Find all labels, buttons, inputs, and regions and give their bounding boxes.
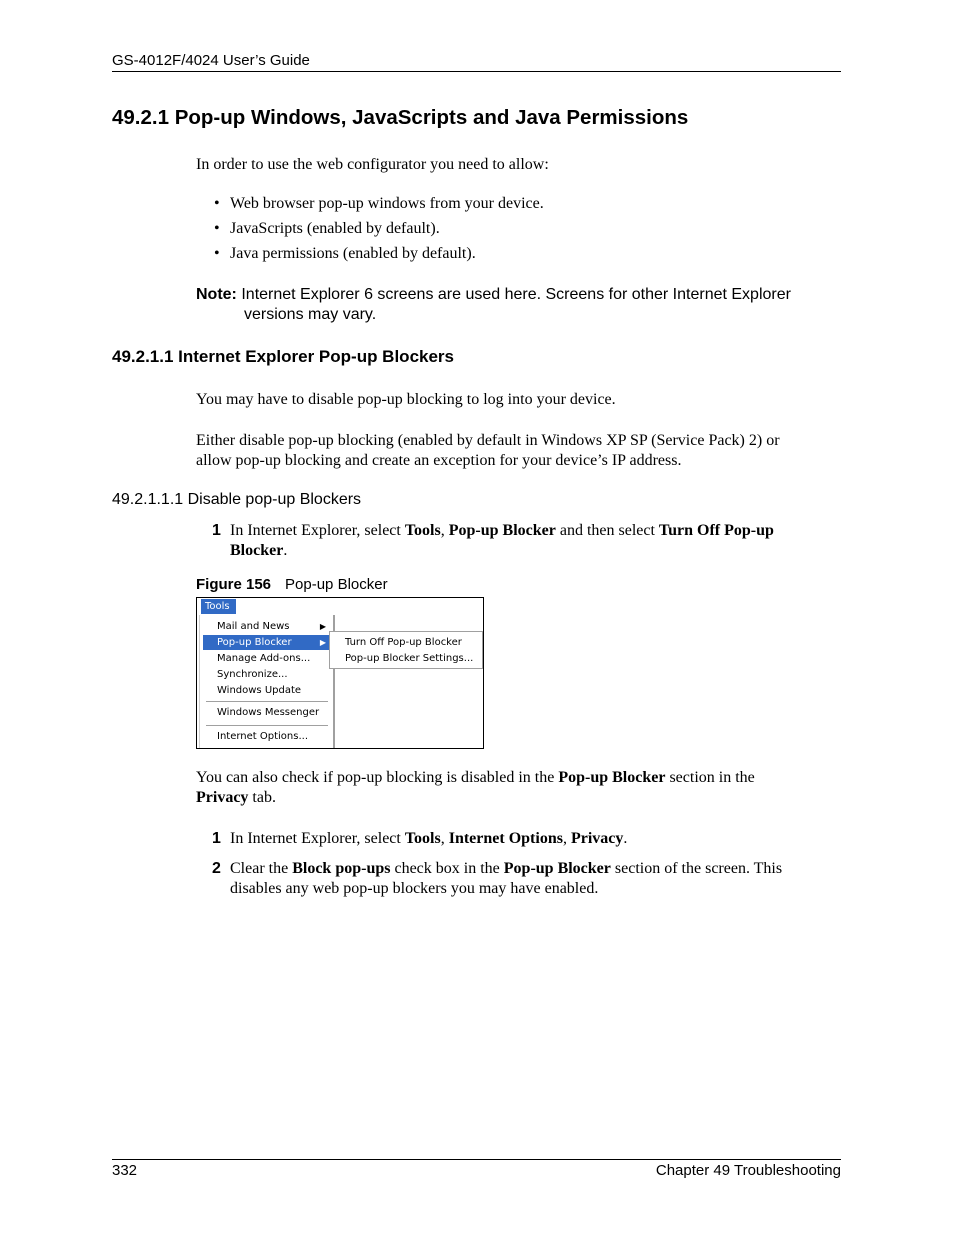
figure-caption: Figure 156 Pop-up Blocker: [196, 576, 388, 593]
running-header: GS-4012F/4024 User’s Guide: [112, 52, 310, 69]
menu-item-windows-messenger[interactable]: Windows Messenger: [217, 707, 320, 718]
menu-item-synchronize[interactable]: Synchronize...: [217, 669, 288, 680]
note-block: [196, 285, 841, 325]
tools-menu-button[interactable]: Tools: [201, 599, 236, 614]
subsection-heading: 49.2.1.1 Internet Explorer Pop-up Blockers: [112, 347, 455, 366]
intro-paragraph: In order to use the web configurator you need to allow:: [196, 156, 549, 173]
section-heading: 49.2.1 Pop-up Windows, JavaScripts and Java Permissions: [112, 106, 689, 129]
popup-blocker-screenshot: [196, 597, 484, 749]
menu-separator: [206, 701, 328, 702]
menu-separator: [206, 725, 328, 726]
menu-bar: [197, 598, 483, 615]
note-text-line2: versions may vary.: [244, 306, 377, 323]
step-number: 1: [212, 830, 221, 847]
note-label: Note:: [196, 286, 237, 303]
subsubsection-heading: 49.2.1.1.1 Disable pop-up Blockers: [112, 491, 362, 508]
privacy-paragraph: You can also check if pop-up blocking is disabled in the Pop-up Blocker section in the Privacy tab.: [196, 769, 755, 806]
bullet-icon: •: [214, 245, 220, 262]
menu-item-windows-update[interactable]: Windows Update: [217, 685, 302, 696]
step-item: 1 In Internet Explorer, select Tools, Internet Options, Privacy.: [212, 830, 628, 847]
subsection-paragraph-2: Either disable pop-up blocking (enabled by default in Windows XP SP (Service Pack) 2) or allow pop-up blocking and create an exception for your device’s IP address.: [196, 432, 780, 469]
subsection-paragraph-1: You may have to disable pop-up blocking to log into your device.: [196, 391, 616, 408]
menu-item-manage-addons[interactable]: Manage Add-ons...: [217, 653, 311, 664]
bullet-item: • Java permissions (enabled by default).: [214, 245, 476, 262]
header-rule: [112, 71, 841, 72]
submenu-item-settings[interactable]: Pop-up Blocker Settings...: [345, 653, 474, 664]
menu-item-mail-and-news[interactable]: Mail and News ▶: [217, 621, 326, 632]
menu-item-popup-blocker[interactable]: Pop-up Blocker ▶: [203, 635, 329, 650]
bullet-icon: •: [214, 195, 220, 212]
footer-rule: [112, 1159, 841, 1160]
bullet-item: • Web browser pop-up windows from your device.: [214, 195, 544, 212]
step-number: 1: [212, 522, 221, 539]
bullet-icon: •: [214, 220, 220, 237]
submenu-arrow-icon: ▶: [319, 622, 326, 631]
bullet-item: • JavaScripts (enabled by default).: [214, 220, 440, 237]
page-number: 332: [112, 1162, 138, 1179]
submenu-arrow-icon: ▶: [319, 638, 326, 647]
chapter-title: Chapter 49 Troubleshooting: [655, 1162, 841, 1179]
note-text-line1: Internet Explorer 6 screens are used here. Screens for other Internet Explorer: [241, 286, 791, 303]
menu-item-internet-options[interactable]: Internet Options...: [217, 731, 309, 742]
tools-dropdown-menu: [199, 615, 335, 748]
popup-blocker-submenu: [329, 631, 483, 669]
submenu-item-turn-off[interactable]: Turn Off Pop-up Blocker: [345, 637, 462, 648]
step-item: 1 In Internet Explorer, select Tools, Pop-up Blocker and then select Turn Off Pop-up Blocker.: [212, 522, 774, 559]
step-number: 2: [212, 860, 221, 877]
step-item: 2 Clear the Block pop-ups check box in the Pop-up Blocker section of the screen. This disables any web pop-up blockers you may have enabled.: [212, 860, 783, 897]
